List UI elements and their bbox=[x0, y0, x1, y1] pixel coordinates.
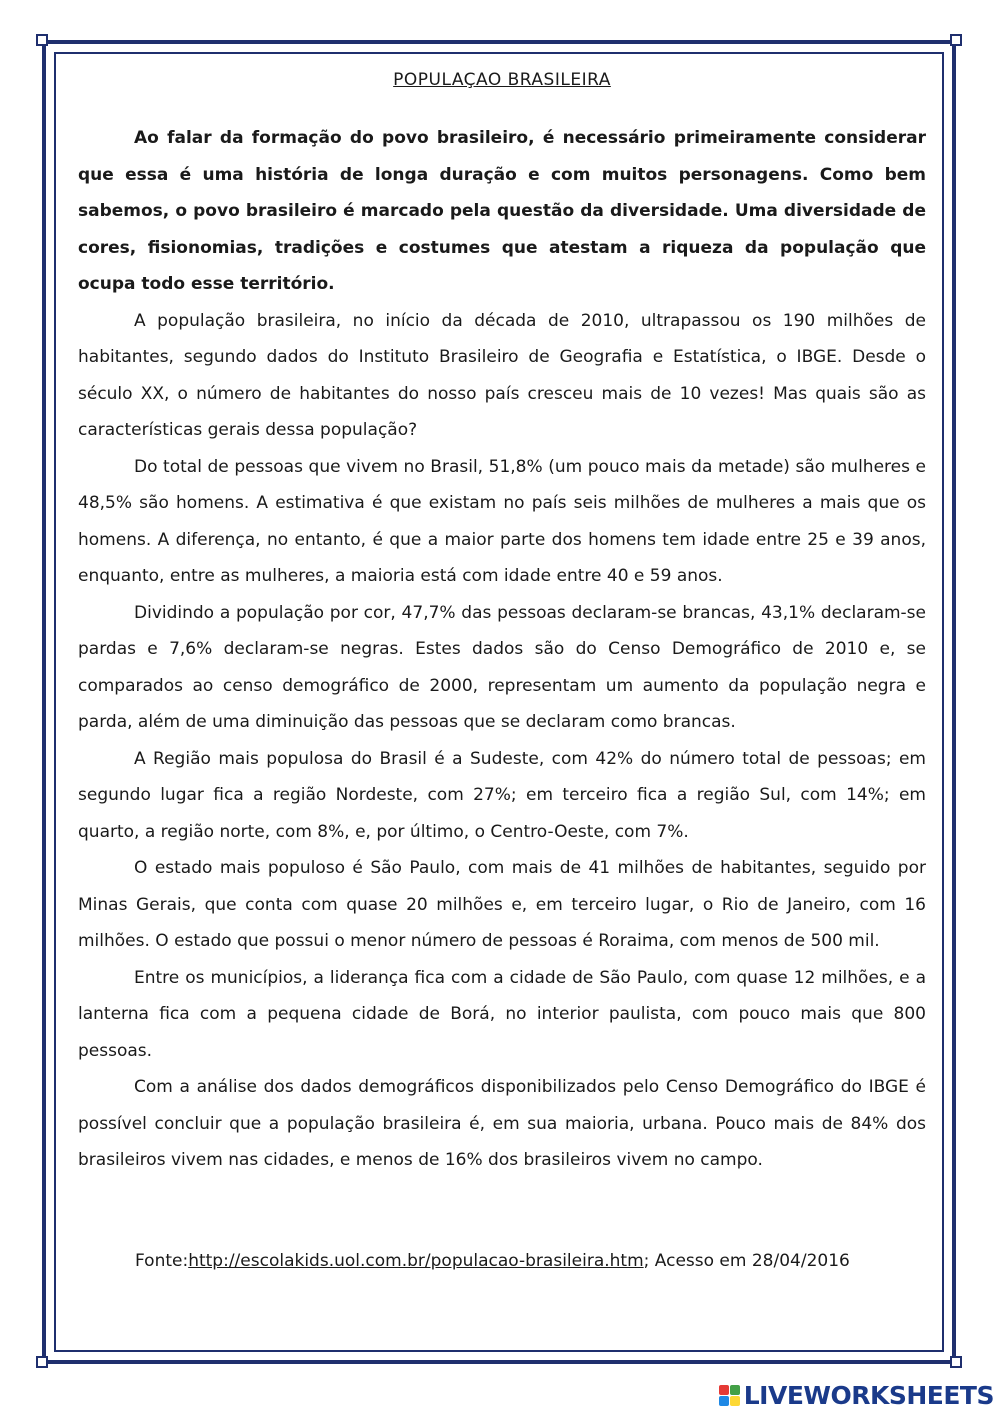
liveworksheets-wordmark: LIVEWORKSHEETS bbox=[743, 1380, 994, 1410]
document-title: POPULAÇAO BRASILEIRA bbox=[393, 70, 611, 90]
document-body bbox=[78, 70, 926, 1179]
border-corner-bottom-left bbox=[36, 1356, 48, 1368]
paragraph-intro: Ao falar da formação do povo brasileiro, é necessário primeiramente considerar que essa é uma história de longa duração e com muitos personagens. Como bem sabemos, o povo brasileiro é marcado pela questão da diversidade. Uma diversidade de cores, fisionomias, tradições e costumes que atestam a riqueza da população que ocupa todo esse território. bbox=[78, 128, 926, 294]
border-corner-top-left bbox=[36, 34, 48, 46]
source-link[interactable]: http://escolakids.uol.com.br/populacao-brasileira.htm bbox=[188, 1251, 644, 1271]
logo-square-3 bbox=[719, 1396, 729, 1406]
liveworksheets-brand[interactable] bbox=[719, 1381, 994, 1409]
paragraph-municipalities: Entre os municípios, a liderança fica com a cidade de São Paulo, com quase 12 milhões, e a lanterna fica com a pequena cidade de Borá, no interior paulista, com pouco mais que 800 pessoas. bbox=[78, 967, 926, 1061]
logo-square-4 bbox=[730, 1396, 740, 1406]
source-prefix: Fonte: bbox=[135, 1251, 189, 1271]
logo-square-2 bbox=[730, 1385, 740, 1395]
source-suffix: ; Acesso em 28/04/2016 bbox=[643, 1251, 850, 1271]
border-corner-bottom-right bbox=[950, 1356, 962, 1368]
logo-square-1 bbox=[719, 1385, 729, 1395]
paragraph-urban: Com a análise dos dados demográficos disponibilizados pelo Censo Demográfico do IBGE é possível concluir que a população brasileira é, em sua maioria, urbana. Pouco mais de 84% dos brasileiros vivem nas cidades, e menos de 16% dos brasileiros vivem no campo. bbox=[78, 1077, 926, 1170]
paragraph-states: O estado mais populoso é São Paulo, com mais de 41 milhões de habitantes, seguido por Minas Gerais, que conta com quase 20 milhões e, em terceiro lugar, o Rio de Janeiro, com 16 milhões. O estado que possui o menor número de pessoas é Roraima, com menos de 500 mil. bbox=[78, 858, 926, 951]
liveworksheets-logo-icon bbox=[719, 1385, 740, 1406]
paragraph-population-total: A população brasileira, no início da década de 2010, ultrapassou os 190 milhões de habitantes, segundo dados do Instituto Brasileiro de Geografia e Estatística, o IBGE. Desde o século XX, o número de habitantes do nosso país cresceu mais de 10 vezes! Mas quais são as características gerais dessa população? bbox=[78, 310, 926, 440]
paragraph-gender: Do total de pessoas que vivem no Brasil, 51,8% (um pouco mais da metade) são mulheres e 48,5% são homens. A estimativa é que existam no país seis milhões de mulheres a mais que os homens. A diferença, no entanto, é que a maior parte dos homens tem idade entre 25 e 39 anos, enquanto, entre as mulheres, a maioria está com idade entre 40 e 59 anos. bbox=[78, 456, 926, 586]
border-corner-top-right bbox=[950, 34, 962, 46]
paragraph-regions: A Região mais populosa do Brasil é a Sudeste, com 42% do número total de pessoas; em segundo lugar fica a região Nordeste, com 27%; em terceiro fica a região Sul, com 14%; em quarto, a região norte, com 8%, e, por último, o Centro-Oeste, com 7%. bbox=[78, 748, 926, 842]
source-citation bbox=[135, 1251, 850, 1271]
paragraph-color: Dividindo a população por cor, 47,7% das pessoas declaram-se brancas, 43,1% declaram-se pardas e 7,6% declaram-se negras. Estes dados são do Censo Demográfico de 2010 e, se comparados ao censo demográfico de 2000, representam um aumento da população negra e parda, além de uma diminuição das pessoas que se declaram como brancas. bbox=[78, 602, 926, 732]
